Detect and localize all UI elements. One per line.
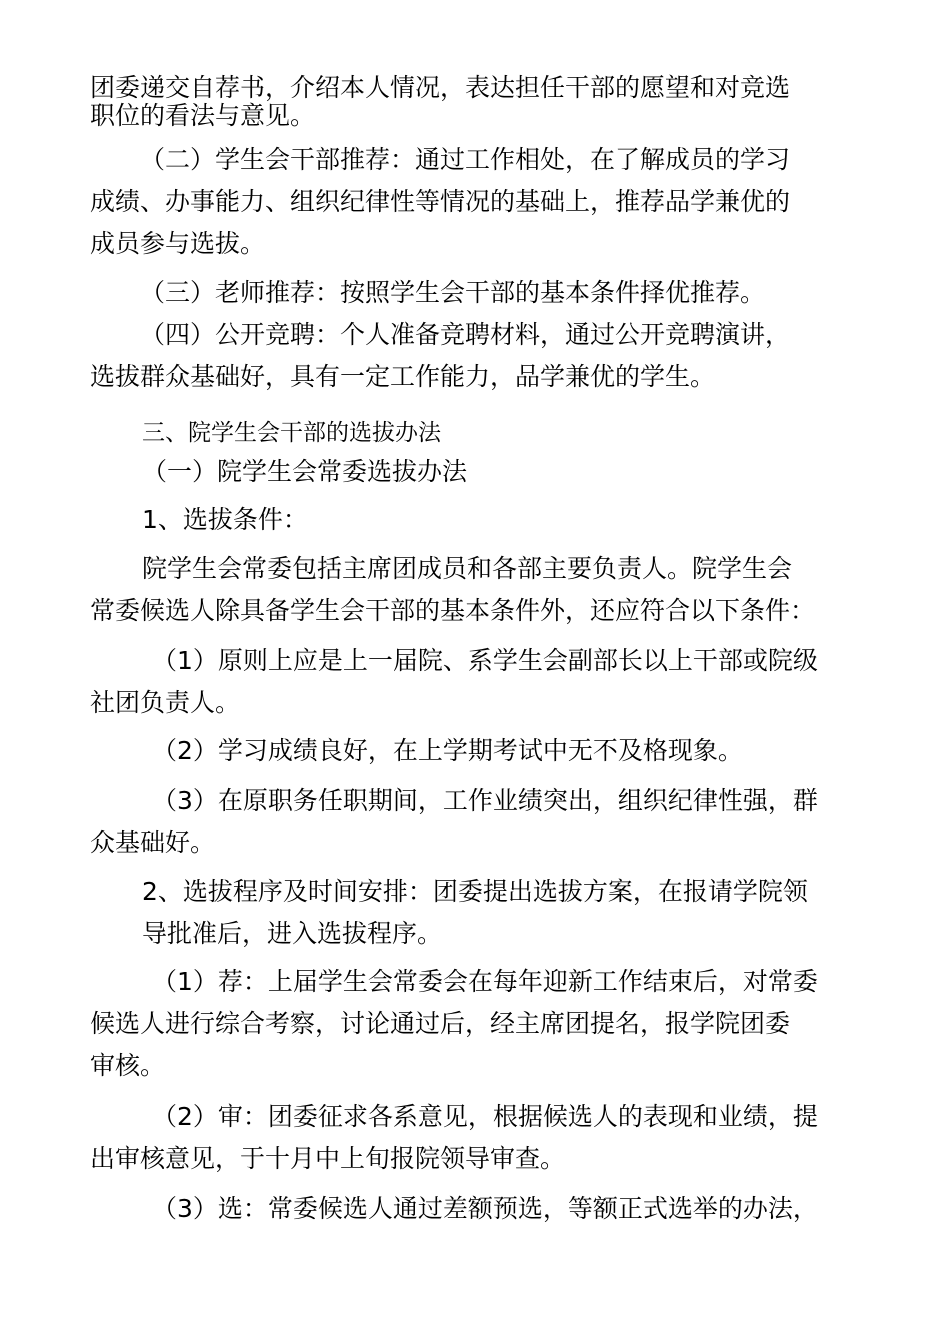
text-line: （三）老师推荐：按照学生会干部的基本条件择优推荐。 — [140, 278, 766, 307]
paragraph — [90, 322, 865, 389]
text-line: 成员参与选拔。 — [90, 229, 266, 258]
text-line: 职位的看法与意见。 — [90, 101, 316, 130]
paragraph — [90, 556, 865, 623]
text-line: 院学生会常委包括主席团成员和各部主要负责人。院学生会 — [142, 554, 793, 583]
text-line: 审核。 — [90, 1051, 166, 1080]
paragraph — [90, 280, 865, 305]
paragraph — [90, 1104, 865, 1171]
text-line: （一）院学生会常委选拔办法 — [142, 457, 468, 486]
text-line: （四）公开竞聘：个人准备竞聘材料，通过公开竞聘演讲， — [140, 320, 791, 349]
text-line: 出审核意见，于十月中上旬报院领导审查。 — [90, 1144, 566, 1173]
text-line: （3）选：常委候选人通过差额预选，等额正式选举的办法， — [152, 1194, 818, 1223]
section-heading — [90, 422, 865, 445]
text-line: （3）在原职务任职期间，工作业绩突出，组织纪律性强，群 — [152, 786, 818, 815]
text-line: 1、选拔条件： — [142, 505, 308, 534]
paragraph — [90, 738, 865, 763]
text-line: 成绩、办事能力、组织纪律性等情况的基础上，推荐品学兼优的 — [90, 187, 791, 216]
paragraph — [90, 1196, 865, 1221]
text-line: 常委候选人除具备学生会干部的基本条件外，还应符合以下条件： — [90, 596, 816, 625]
paragraph — [90, 147, 865, 256]
paragraph — [90, 788, 865, 855]
text-line: 社团负责人。 — [90, 688, 241, 717]
text-line: （2）审：团委征求各系意见，根据候选人的表现和业绩，提 — [152, 1102, 818, 1131]
paragraph — [90, 648, 865, 715]
paragraph — [90, 507, 865, 532]
subsection-heading — [90, 459, 865, 484]
text-line: （1）原则上应是上一届院、系学生会副部长以上干部或院级 — [152, 646, 818, 675]
text-line: 导批准后，进入选拔程序。 — [142, 919, 443, 948]
text-line: （2）学习成绩良好，在上学期考试中无不及格现象。 — [152, 736, 743, 765]
paragraph — [90, 969, 865, 1078]
paragraph — [90, 879, 865, 946]
text-line: 团委递交自荐书，介绍本人情况，表达担任干部的愿望和对竞选 — [90, 73, 791, 102]
text-line: （二）学生会干部推荐：通过工作相处，在了解成员的学习 — [140, 145, 791, 174]
text-line: 候选人进行综合考察，讨论通过后，经主席团提名，报学院团委 — [90, 1009, 791, 1038]
text-line: 2、选拔程序及时间安排：团委提出选拔方案，在报请学院领 — [142, 877, 808, 906]
text-line: 众基础好。 — [90, 828, 216, 857]
text-line: 选拔群众基础好，具有一定工作能力，品学兼优的学生。 — [90, 362, 716, 391]
paragraph — [90, 75, 865, 128]
text-line: （1）荐：上届学生会常委会在每年迎新工作结束后，对常委 — [152, 967, 818, 996]
text-line: 三、院学生会干部的选拔办法 — [142, 420, 441, 446]
